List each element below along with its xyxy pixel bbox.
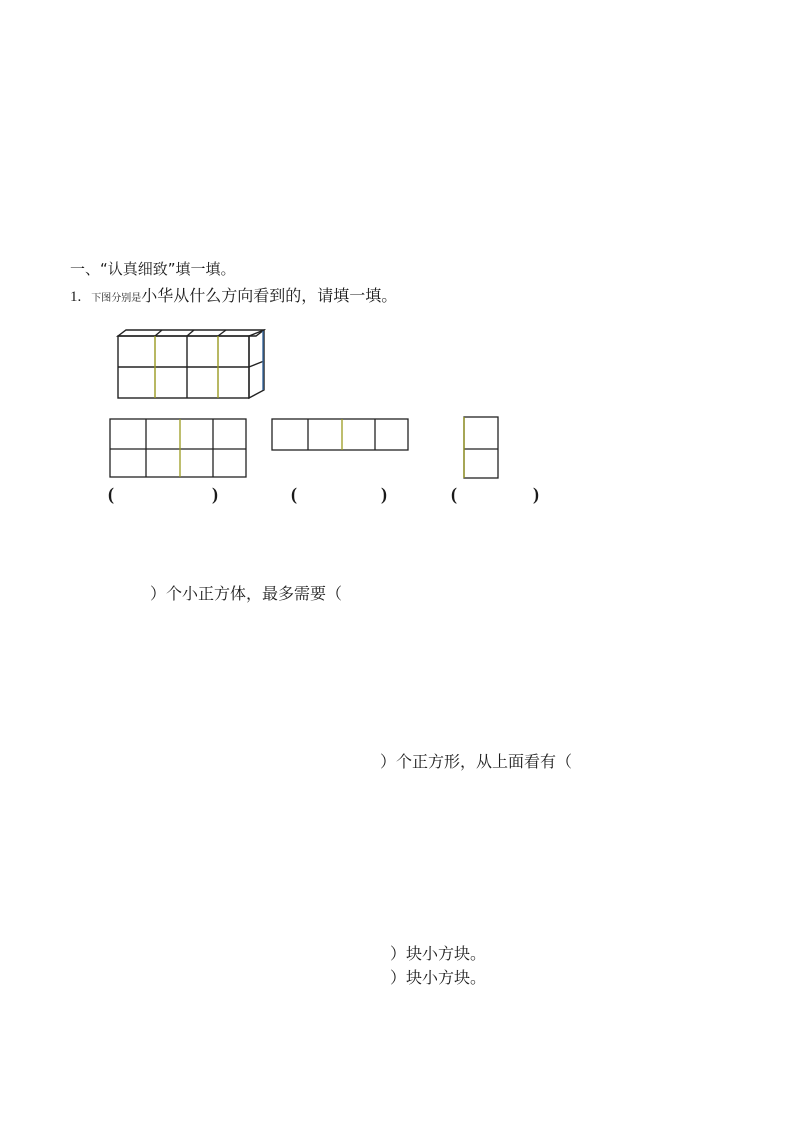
fragment-line-a: ）个小正方体，最多需要（ <box>150 584 343 603</box>
question-number: 1. <box>70 289 82 305</box>
answer-close-1: ) <box>212 484 218 504</box>
question-text: 小华从什么方向看到的，请填一填。 <box>141 286 398 305</box>
view-grid-1 <box>110 419 246 477</box>
question-prefix: 下图分别是 <box>91 293 142 304</box>
view-grid-2 <box>272 419 408 450</box>
answer-close-3: ) <box>533 484 539 504</box>
cube-block-3d <box>118 330 264 398</box>
answer-open-1: ( <box>108 484 114 504</box>
fragment-line-d: ）块小方块。 <box>390 968 487 987</box>
answer-open-3: ( <box>451 484 457 504</box>
answer-open-2: ( <box>291 484 297 504</box>
answer-close-2: ) <box>381 484 387 504</box>
fragment-line-b: ）个正方形，从上面看有（ <box>380 752 573 771</box>
view-grid-3 <box>464 417 498 478</box>
fragment-line-c: ）块小方块。 <box>390 944 487 963</box>
section-title: 一、“认真细致”填一填。 <box>70 260 236 278</box>
